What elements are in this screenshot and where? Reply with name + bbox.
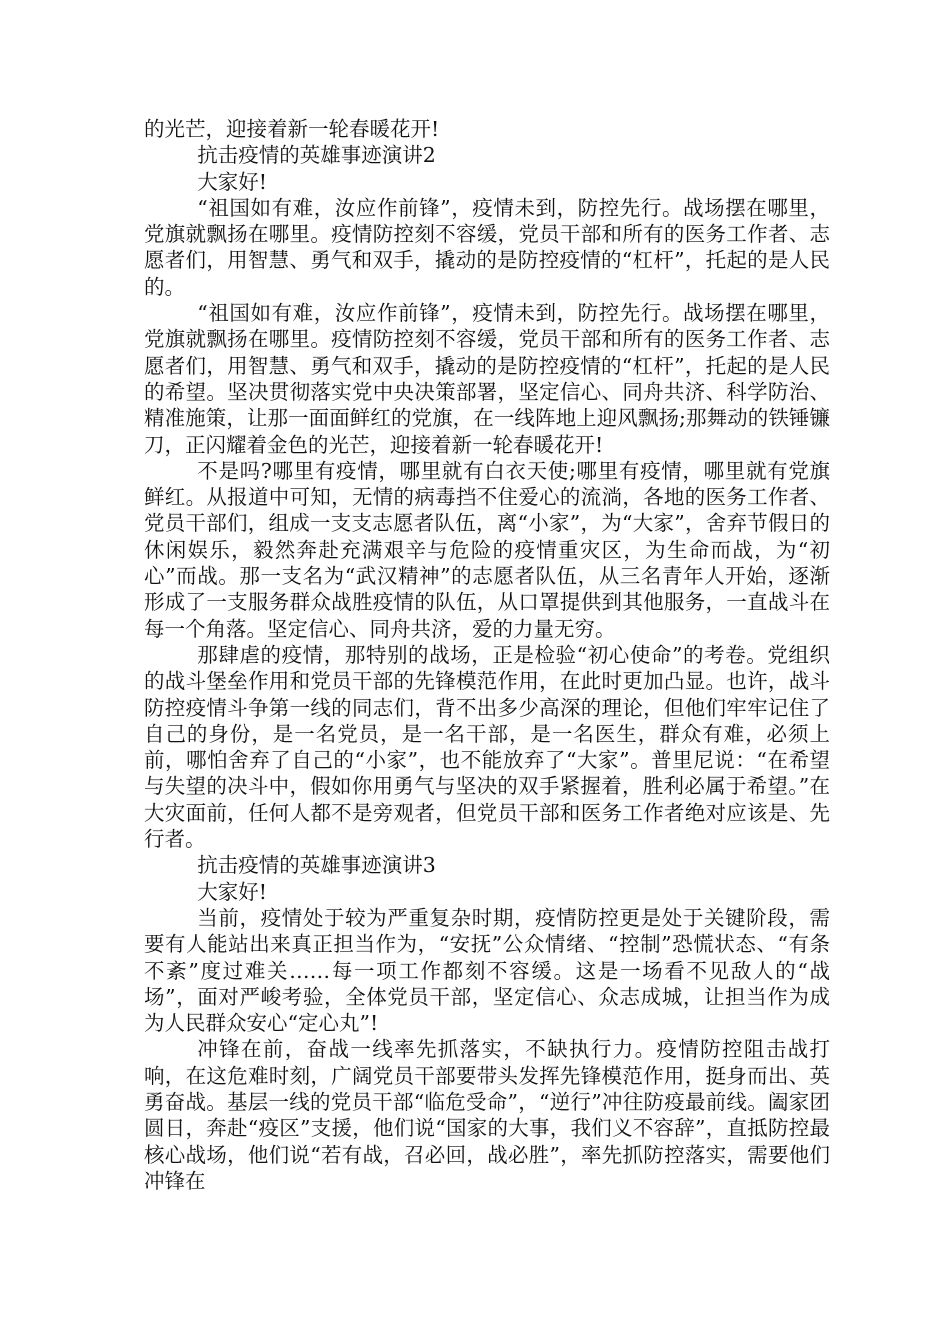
section-heading: 抗击疫情的英雄事迹演讲2 xyxy=(197,143,436,168)
paragraph: 那肆虐的疫情，那特别的战场，正是检验“初心使命”的考卷。党组织的战斗堡垒作用和党员干部的先锋模范作用，在此时更加凸显。也许，战斗防控疫情斗争第一线的同志们，背不出多少高深的理论，但他们牢牢记住了自己的身份，是一名党员，是一名干部，是一名医生，群众有难，必须上前，哪怕舍弃了自己的“小家”，也不能放弃了“大家”。普里尼说：“在希望与失望的决斗中，假如你用勇气与坚决的双手紧握着，胜利必属于希望。”在大灾面前，任何人都不是旁观者，但党员干部和医务工作者绝对应该是、先行者。 xyxy=(144,642,830,852)
paragraph: 冲锋在前，奋战一线率先抓落实，不缺执行力。疫情防控阻击战打响，在这危难时刻，广阔党员干部要带头发挥先锋模范作用，挺身而出、英勇奋战。基层一线的党员干部“临危受命”，“逆行”冲往防疫最前线。阖家团圆日，奔赴“疫区”支援，他们说“国家的大事，我们义不容辞”，直抵防控最核心战场，他们说“若有战，召必回，战必胜”，率先抓防控落实，需要他们冲锋在 xyxy=(144,1037,830,1193)
section-heading: 抗击疫情的英雄事迹演讲3 xyxy=(197,853,436,878)
paragraph: “祖国如有难，汝应作前锋”，疫情未到，防控先行。战场摆在哪里，党旗就飘扬在哪里。疫情防控刻不容缓，党员干部和所有的医务工作者、志愿者们，用智慧、勇气和双手，撬动的是防控疫情的“杠杆”，托起的是人民的希望。坚决贯彻落实党中央决策部署，坚定信心、同舟共济、科学防治、精准施策，让那一面面鲜红的党旗，在一线阵地上迎风飘扬;那舞动的铁锤镰刀，正闪耀着金色的光芒，迎接着新一轮春暖花开! xyxy=(144,301,830,457)
paragraph: 的光芒，迎接着新一轮春暖花开! xyxy=(144,117,440,141)
document-page xyxy=(144,116,830,1194)
greeting: 大家好! xyxy=(197,879,268,904)
paragraph: 不是吗?哪里有疫情，哪里就有白衣天使;哪里有疫情，哪里就有党旗鲜红。从报道中可知，无情的病毒挡不住爱心的流淌，各地的医务工作者、党员干部们，组成一支支志愿者队伍，离“小家”，为“大家”，舍弃节假日的休闲娱乐，毅然奔赴充满艰辛与危险的疫情重灾区，为生命而战，为“初心”而战。那一支名为“武汉精神”的志愿者队伍，从三名青年人开始，逐渐形成了一支服务群众战胜疫情的队伍，从口罩提供到其他服务，一直战斗在每一个角落。坚定信心、同舟共济，爱的力量无穷。 xyxy=(144,458,830,641)
paragraph: “祖国如有难，汝应作前锋”，疫情未到，防控先行。战场摆在哪里，党旗就飘扬在哪里。疫情防控刻不容缓，党员干部和所有的医务工作者、志愿者们，用智慧、勇气和双手，撬动的是防控疫情的“杠杆”，托起的是人民的。 xyxy=(144,195,830,299)
paragraph: 当前，疫情处于较为严重复杂时期，疫情防控更是处于关键阶段，需要有人能站出来真正担当作为，“安抚”公众情绪、“控制”恐慌状态、“有条不紊”度过难关……每一项工作都刻不容缓。这是一场看不见敌人的“战场”，面对严峻考验，全体党员干部，坚定信心、众志成城，让担当作为成为人民群众安心“定心丸”! xyxy=(144,905,830,1036)
greeting: 大家好! xyxy=(197,169,268,194)
